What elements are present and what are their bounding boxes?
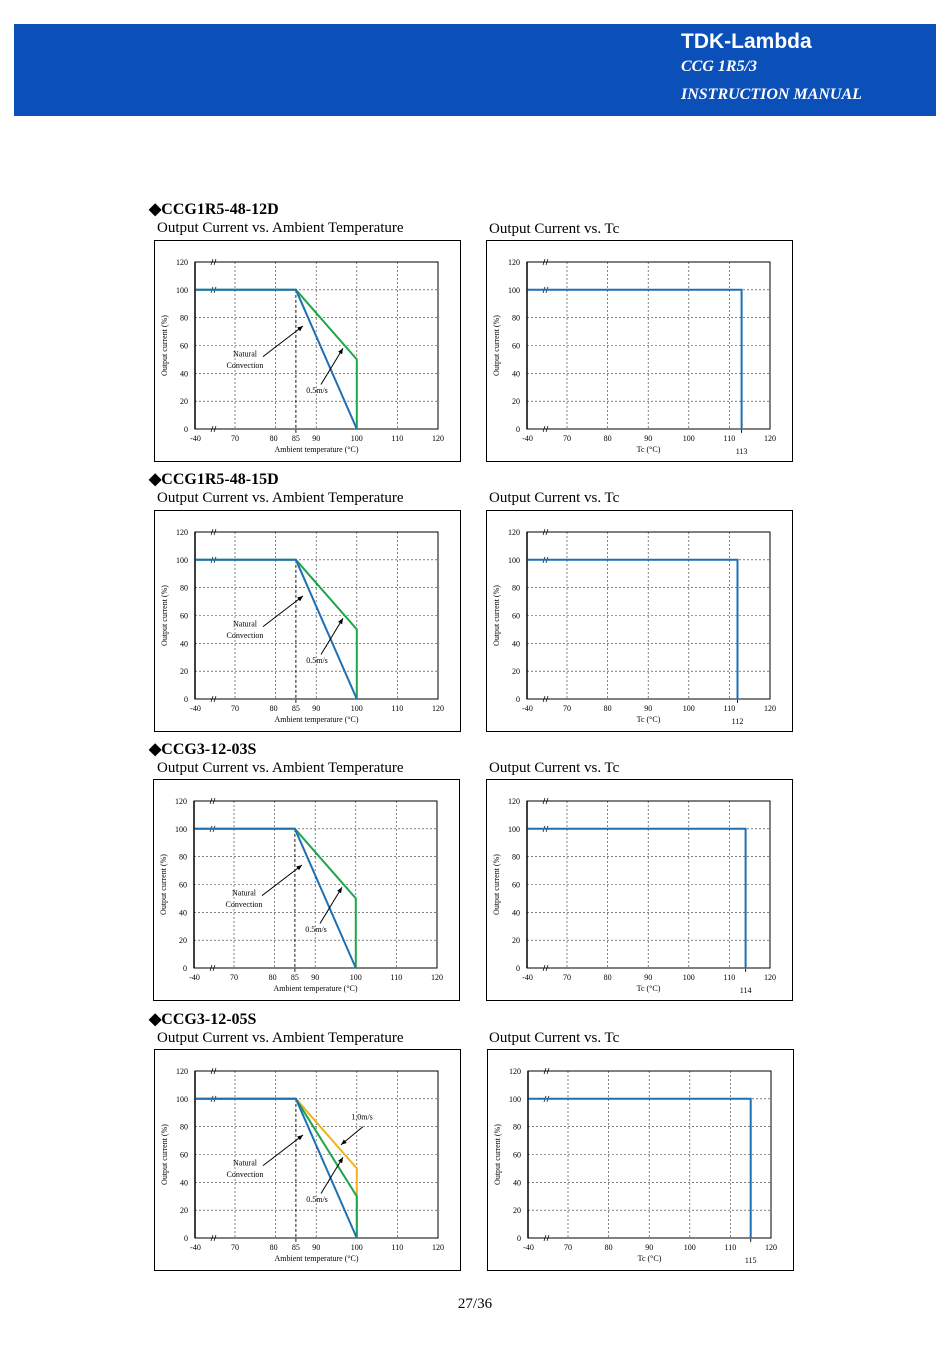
x-tick-label: 100 (682, 704, 695, 713)
y-tick-label: 0 (183, 964, 187, 973)
annotation-natural: Natural (233, 349, 257, 359)
x-tick-label: 110 (723, 704, 736, 713)
annotation-natural: Natural (232, 888, 256, 898)
y-tick-label: 20 (180, 1206, 188, 1216)
series-line-1-0m-s (196, 1099, 357, 1238)
y-tick-label: 120 (508, 797, 520, 806)
y-tick-label: 80 (180, 1122, 188, 1132)
x-tick-label: 80 (604, 1243, 613, 1252)
y-tick-label: 0 (516, 695, 520, 704)
x-tick-label: 70 (231, 1243, 239, 1252)
arrow-0-5ms-head (338, 618, 343, 624)
y-tick-label: 60 (179, 880, 187, 890)
y-tick-label: 100 (175, 824, 187, 834)
y-tick-label: 60 (513, 1150, 521, 1160)
y-tick-label: 60 (512, 341, 520, 351)
x-tick-label: 80 (603, 434, 612, 443)
y-axis-label: Output current (%) (492, 315, 501, 376)
marker-value-label: 113 (735, 447, 748, 456)
chart-title-tc-1: Output Current vs. Tc (489, 221, 620, 237)
x-tick-label: 100 (350, 704, 363, 713)
chart-ambient-4 (154, 1049, 461, 1271)
y-tick-label: 120 (508, 258, 520, 267)
x-tick-label: 90 (644, 704, 653, 713)
annotation-0-5ms: 0.5m/s (306, 385, 328, 395)
series-line-0-5m-s (195, 829, 356, 968)
section-title-1: ◆CCG1R5-48-12D (149, 201, 279, 218)
y-axis-label: Output current (%) (493, 1124, 502, 1185)
y-tick-label: 40 (513, 1178, 521, 1188)
x-tick-label: 120 (764, 704, 776, 713)
x-tick-label: 90 (312, 704, 321, 713)
brand-name: TDK-Lambda (681, 30, 812, 53)
series-line (528, 829, 746, 968)
arrow-natural-convection (262, 865, 302, 896)
annotation-1-0ms: 1.0m/s (351, 1112, 373, 1122)
x-tick-label: 110 (391, 1243, 404, 1252)
chart-svg (488, 1050, 793, 1270)
section-title-2: ◆CCG1R5-48-15D (149, 471, 279, 488)
x-tick-label: 80 (269, 434, 278, 443)
x-tick-label: 110 (724, 1243, 737, 1252)
x-tick-label: 70 (564, 1243, 572, 1252)
y-tick-label: 100 (508, 285, 520, 295)
x-tick-label: -40 (522, 973, 533, 982)
y-tick-label: 80 (512, 313, 520, 323)
chart-tc-3 (486, 779, 793, 1001)
x-tick-label: 120 (432, 434, 444, 443)
y-tick-label: 0 (184, 425, 188, 434)
x-axis-label: Ambient temperature (°C) (274, 1254, 359, 1263)
y-tick-label: 120 (508, 528, 520, 537)
y-axis-label: Output current (%) (492, 585, 501, 646)
chart-ambient-1 (154, 240, 461, 462)
x-tick-label: 70 (563, 704, 571, 713)
annotation-convection: Convection (226, 1169, 264, 1179)
y-tick-label: 20 (180, 667, 188, 677)
series-line-0-5m-s (196, 1099, 357, 1238)
annotation-0-5ms: 0.5m/s (305, 924, 327, 934)
arrow-natural-convection-head (297, 596, 303, 601)
y-tick-label: 20 (512, 397, 520, 407)
x-tick-label: 110 (391, 704, 404, 713)
y-tick-label: 120 (176, 528, 188, 537)
y-tick-label: 100 (508, 824, 520, 834)
series-line-0-5m-s (196, 290, 357, 429)
x-tick-label: 120 (432, 1243, 444, 1252)
y-tick-label: 60 (180, 1150, 188, 1160)
x-tick-label: -40 (522, 434, 533, 443)
chart-ambient-3 (153, 779, 460, 1001)
arrow-natural-convection-head (297, 326, 303, 331)
arrow-0-5ms-head (337, 887, 342, 893)
chart-svg (155, 241, 460, 461)
x-tick-label: -40 (190, 434, 201, 443)
y-axis-label: Output current (%) (160, 1124, 169, 1185)
y-tick-label: 0 (516, 425, 520, 434)
y-tick-label: 40 (179, 908, 187, 918)
chart-ambient-2 (154, 510, 461, 732)
x-tick-label: 120 (431, 973, 443, 982)
x-tick-label: 85 (291, 1243, 300, 1252)
y-tick-label: 60 (180, 611, 188, 621)
x-tick-label: 100 (349, 973, 362, 982)
x-tick-label: 70 (563, 973, 571, 982)
x-tick-label: 120 (765, 1243, 777, 1252)
chart-svg (487, 511, 792, 731)
y-axis-label: Output current (%) (160, 315, 169, 376)
x-tick-label: 100 (682, 973, 695, 982)
chart-tc-1 (486, 240, 793, 462)
x-tick-label: 90 (311, 973, 320, 982)
x-tick-label: -40 (522, 704, 533, 713)
annotation-0-5ms: 0.5m/s (306, 1194, 328, 1204)
y-axis-label: Output current (%) (492, 854, 501, 915)
x-tick-label: 80 (603, 973, 612, 982)
x-tick-label: 120 (764, 434, 776, 443)
chart-title-tc-2: Output Current vs. Tc (489, 490, 620, 506)
arrow-0-5ms-head (338, 1157, 343, 1163)
section-title-3: ◆CCG3-12-03S (149, 741, 257, 758)
x-tick-label: 80 (603, 704, 612, 713)
chart-tc-4 (487, 1049, 794, 1271)
x-axis-label: Tc (°C) (636, 715, 661, 724)
arrow-natural-convection (263, 596, 303, 627)
chart-svg (155, 1050, 460, 1270)
y-tick-label: 100 (176, 555, 188, 565)
arrow-natural-convection (263, 326, 303, 357)
x-tick-label: 110 (723, 434, 736, 443)
y-tick-label: 120 (176, 1067, 188, 1076)
chart-title-tc-4: Output Current vs. Tc (489, 1030, 620, 1046)
y-tick-label: 40 (512, 369, 520, 379)
x-tick-label: 110 (390, 973, 403, 982)
y-tick-label: 80 (513, 1122, 521, 1132)
x-tick-label: -40 (190, 1243, 201, 1252)
model-name: CCG 1R5/3 (681, 58, 758, 75)
x-tick-label: -40 (190, 704, 201, 713)
series-line (529, 1099, 751, 1238)
y-tick-label: 0 (184, 1234, 188, 1243)
x-tick-label: 80 (269, 704, 278, 713)
x-tick-label: 90 (312, 434, 321, 443)
header-banner (14, 24, 936, 116)
x-tick-label: 90 (644, 973, 653, 982)
x-tick-label: 70 (230, 973, 238, 982)
y-tick-label: 20 (513, 1206, 521, 1216)
y-tick-label: 40 (180, 369, 188, 379)
y-tick-label: 20 (512, 936, 520, 946)
manual-title: INSTRUCTION MANUAL (681, 86, 862, 103)
x-tick-label: 90 (645, 1243, 654, 1252)
marker-value-label: 115 (744, 1256, 757, 1265)
x-tick-label: 100 (350, 1243, 363, 1252)
y-tick-label: 0 (184, 695, 188, 704)
arrow-natural-convection-head (297, 1135, 303, 1140)
series-line (528, 290, 742, 429)
x-axis-label: Tc (°C) (637, 1254, 662, 1263)
y-tick-label: 80 (179, 852, 187, 862)
y-tick-label: 100 (176, 1094, 188, 1104)
page-number: 27/36 (457, 1296, 493, 1312)
section-title-4: ◆CCG3-12-05S (149, 1011, 257, 1028)
chart-tc-2 (486, 510, 793, 732)
x-tick-label: -40 (189, 973, 200, 982)
chart-title-ambient-2: Output Current vs. Ambient Temperature (157, 490, 404, 506)
y-tick-label: 80 (512, 583, 520, 593)
y-tick-label: 100 (508, 555, 520, 565)
x-tick-label: 80 (268, 973, 277, 982)
x-tick-label: -40 (523, 1243, 534, 1252)
chart-svg (487, 241, 792, 461)
x-tick-label: 100 (350, 434, 363, 443)
x-axis-label: Tc (°C) (636, 984, 661, 993)
x-tick-label: 70 (231, 434, 239, 443)
marker-value-label: 112 (731, 717, 744, 726)
x-axis-label: Ambient temperature (°C) (273, 984, 358, 993)
x-tick-label: 85 (291, 434, 300, 443)
series-line-0-5m-s (196, 560, 357, 699)
series-line-natural-convection (196, 290, 357, 429)
x-tick-label: 70 (563, 434, 571, 443)
arrow-natural-convection-head (296, 865, 302, 870)
y-tick-label: 60 (512, 611, 520, 621)
y-tick-label: 100 (176, 285, 188, 295)
arrow-0-5ms-head (338, 348, 343, 354)
y-tick-label: 40 (180, 1178, 188, 1188)
y-tick-label: 80 (180, 583, 188, 593)
x-tick-label: 85 (291, 704, 300, 713)
x-tick-label: 70 (231, 704, 239, 713)
y-tick-label: 40 (180, 639, 188, 649)
chart-svg (155, 511, 460, 731)
y-tick-label: 100 (509, 1094, 521, 1104)
annotation-natural: Natural (233, 1158, 257, 1168)
chart-title-ambient-3: Output Current vs. Ambient Temperature (157, 760, 404, 776)
y-tick-label: 60 (180, 341, 188, 351)
arrow-natural-convection (263, 1135, 303, 1166)
y-tick-label: 0 (516, 964, 520, 973)
series-line (528, 560, 738, 699)
y-tick-label: 120 (509, 1067, 521, 1076)
chart-svg (487, 780, 792, 1000)
x-tick-label: 110 (391, 434, 404, 443)
x-axis-label: Tc (°C) (636, 445, 661, 454)
y-tick-label: 60 (512, 880, 520, 890)
annotation-convection: Convection (226, 630, 264, 640)
y-tick-label: 120 (175, 797, 187, 806)
y-tick-label: 0 (517, 1234, 521, 1243)
chart-svg (154, 780, 459, 1000)
x-axis-label: Ambient temperature (°C) (274, 715, 359, 724)
series-line-natural-convection (195, 829, 356, 968)
y-axis-label: Output current (%) (160, 585, 169, 646)
chart-title-ambient-1: Output Current vs. Ambient Temperature (157, 220, 404, 236)
marker-value-label: 114 (739, 986, 752, 995)
x-tick-label: 120 (764, 973, 776, 982)
x-tick-label: 85 (290, 973, 299, 982)
annotation-convection: Convection (225, 899, 263, 909)
y-tick-label: 20 (179, 936, 187, 946)
x-tick-label: 80 (269, 1243, 278, 1252)
x-tick-label: 100 (683, 1243, 696, 1252)
y-tick-label: 80 (180, 313, 188, 323)
x-tick-label: 100 (682, 434, 695, 443)
y-tick-label: 20 (180, 397, 188, 407)
annotation-convection: Convection (226, 360, 264, 370)
y-tick-label: 80 (512, 852, 520, 862)
annotation-natural: Natural (233, 619, 257, 629)
series-line-natural-convection (196, 560, 357, 699)
chart-title-tc-3: Output Current vs. Tc (489, 760, 620, 776)
series-line-natural-convection (196, 1099, 357, 1238)
x-tick-label: 90 (312, 1243, 321, 1252)
x-tick-label: 110 (723, 973, 736, 982)
y-axis-label: Output current (%) (159, 854, 168, 915)
annotation-0-5ms: 0.5m/s (306, 655, 328, 665)
x-tick-label: 120 (432, 704, 444, 713)
y-tick-label: 40 (512, 639, 520, 649)
chart-title-ambient-4: Output Current vs. Ambient Temperature (157, 1030, 404, 1046)
x-axis-label: Ambient temperature (°C) (274, 445, 359, 454)
y-tick-label: 120 (176, 258, 188, 267)
y-tick-label: 20 (512, 667, 520, 677)
x-tick-label: 90 (644, 434, 653, 443)
y-tick-label: 40 (512, 908, 520, 918)
